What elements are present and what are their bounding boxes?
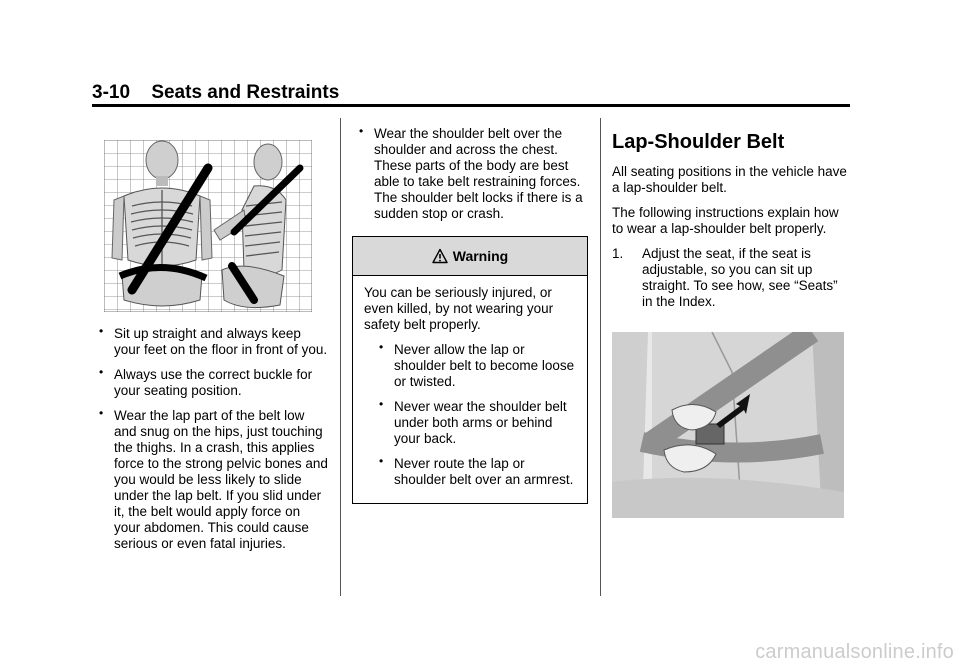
skeleton-seat-belt-illustration (104, 140, 312, 312)
step-text: Adjust the seat, if the seat is adjustable, so you can sit up straight. To see how, see “Seats” in the Index. (642, 246, 838, 309)
column-divider-right (600, 118, 601, 596)
paragraph: The following instructions explain how to wear a lap-shoulder belt properly. (612, 205, 839, 236)
warning-title: Warning (452, 248, 509, 264)
middle-column (352, 126, 588, 504)
watermark: carmanualsonline.info (755, 641, 954, 663)
list-item: • Wear the lap part of the belt low and snug on the hips, just touching the thighs. In a crash, this applies force to the strong pelvic bones and you would be less likely to slide under the lap belt. If you slid under it, the belt would apply force on your abdomen. This could cause serious or even fatal injuries. (99, 406, 328, 551)
list-item: • Sit up straight and always keep your feet on the floor in front of you. (99, 324, 328, 357)
warning-intro: You can be seriously injured, or even killed, by not wearing your safety belt properly. (364, 285, 554, 332)
list-item: • Never wear the shoulder belt under both arms or behind your back. (379, 397, 567, 446)
right-column (612, 130, 848, 518)
section-title: Seats and Restraints (151, 82, 340, 103)
list-item: • Always use the correct buckle for your seating position. (99, 365, 313, 398)
section-heading: Lap-Shoulder Belt (612, 131, 785, 153)
page-number: 3-10 (92, 82, 131, 103)
list-item: • Never route the lap or shoulder belt over an armrest. (379, 454, 574, 487)
step-number: 1. (612, 246, 624, 261)
list-item: • Never allow the lap or shoulder belt to become loose or twisted. (379, 340, 575, 389)
left-column (92, 140, 328, 561)
header-rule (92, 104, 850, 107)
list-item: • Wear the shoulder belt over the shoulder and across the chest. These parts of the body are best able to take belt restraining forces. The shoulder belt locks if there is a sudden stop or crash. (359, 124, 583, 221)
page-header (92, 82, 339, 104)
column-divider-left (340, 118, 341, 596)
step-item (612, 246, 848, 310)
lap-belt-buckle-illustration (612, 332, 844, 518)
warning-box (352, 236, 588, 504)
warning-triangle-icon (432, 248, 448, 264)
paragraph: All seating positions in the vehicle have a lap-shoulder belt. (612, 164, 847, 195)
warning-header (353, 237, 587, 276)
